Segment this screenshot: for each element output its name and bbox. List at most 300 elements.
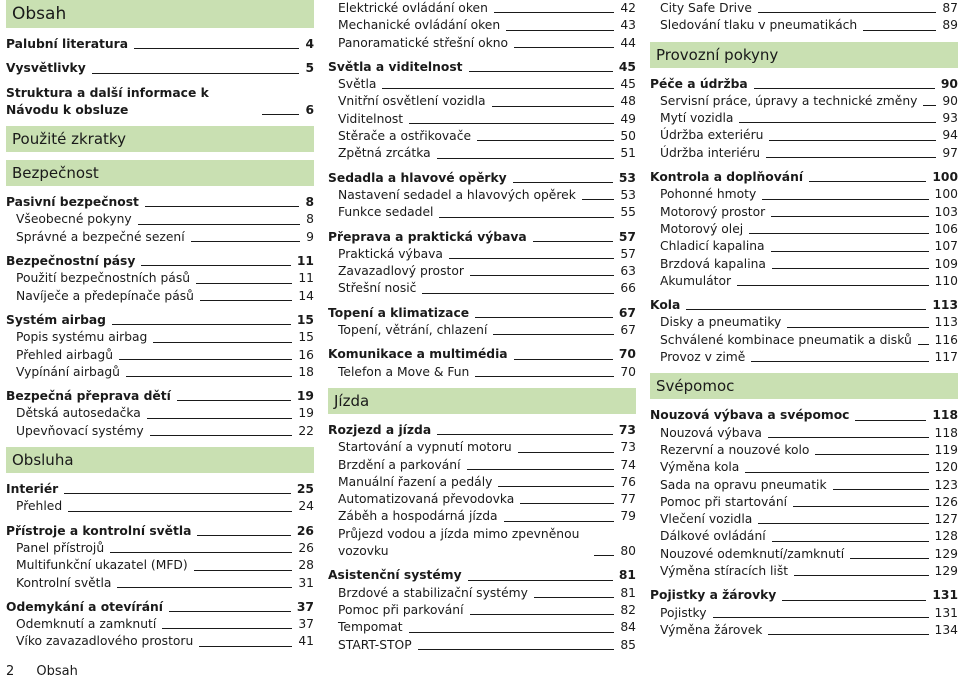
toc-section-entry[interactable] bbox=[328, 229, 636, 246]
toc-subsection-entry[interactable] bbox=[650, 494, 958, 511]
toc-page-number: 19 bbox=[298, 406, 314, 421]
chapter-heading: Svépomoc bbox=[650, 373, 958, 399]
leader-line bbox=[409, 632, 615, 633]
toc-subsection-entry[interactable] bbox=[328, 526, 636, 561]
toc-page-number: 81 bbox=[618, 568, 636, 583]
toc-subsection-entry[interactable] bbox=[650, 273, 958, 290]
toc-entry-title: Správné a bezpečné sezení bbox=[16, 229, 185, 244]
toc-section-entry[interactable] bbox=[328, 567, 636, 584]
toc-entry-title: Pasivní bezpečnost bbox=[6, 195, 139, 210]
toc-subsection-entry[interactable] bbox=[328, 204, 636, 221]
toc-page-number: 94 bbox=[942, 128, 958, 143]
toc-subsection-entry[interactable] bbox=[6, 329, 314, 346]
toc-page-number: 70 bbox=[618, 347, 636, 362]
toc-subsection-entry[interactable] bbox=[650, 93, 958, 110]
toc-page-number: 81 bbox=[620, 585, 636, 600]
toc-page-number: 55 bbox=[620, 205, 636, 220]
toc-entry-title: Údržba interiéru bbox=[660, 145, 761, 160]
toc-page-number: 57 bbox=[620, 246, 636, 261]
toc-entry-title: Panoramatické střešní okno bbox=[338, 35, 509, 50]
toc-subsection-entry[interactable] bbox=[650, 622, 958, 639]
toc-entry-title: Telefon a Move & Fun bbox=[338, 364, 470, 379]
toc-entry-title: Průjezd vodou a jízda mimo zpevněnou vozovku bbox=[338, 526, 580, 559]
spacer bbox=[328, 381, 636, 388]
toc-entry-title: Odemykání a otevírání bbox=[6, 599, 163, 614]
spacer bbox=[328, 560, 636, 567]
toc-page-number: 109 bbox=[934, 256, 958, 271]
toc-entry-title: Motorový prostor bbox=[660, 204, 766, 219]
toc-subsection-entry[interactable] bbox=[328, 602, 636, 619]
toc-entry-title: Provoz v zimě bbox=[660, 350, 746, 365]
leader-line bbox=[518, 452, 615, 453]
toc-entry-title: Praktická výbava bbox=[338, 246, 443, 261]
spacer bbox=[6, 381, 314, 388]
footer-section-title: Obsah bbox=[36, 664, 78, 679]
toc-section-entry[interactable] bbox=[650, 169, 958, 186]
toc-subsection-entry[interactable] bbox=[650, 145, 958, 162]
toc-subsection-entry[interactable] bbox=[650, 459, 958, 476]
toc-subsection-entry[interactable] bbox=[650, 186, 958, 203]
leader-line bbox=[177, 400, 291, 401]
chapter-heading: Použité zkratky bbox=[6, 126, 314, 152]
toc-entry-title: Brzdové a stabilizační systémy bbox=[338, 585, 528, 600]
toc-page-number: 49 bbox=[620, 111, 636, 126]
toc-subsection-entry[interactable] bbox=[6, 229, 314, 246]
toc-page-number: 120 bbox=[934, 460, 958, 475]
toc-entry-title: Kola bbox=[650, 298, 681, 313]
toc-entry-title: Viditelnost bbox=[338, 111, 404, 126]
toc-section-entry[interactable] bbox=[6, 60, 314, 77]
toc-subsection-entry[interactable] bbox=[650, 605, 958, 622]
toc-entry-title: Péče a údržba bbox=[650, 76, 748, 91]
toc-page-number: 26 bbox=[296, 523, 314, 538]
toc-subsection-entry[interactable] bbox=[650, 563, 958, 580]
toc-subsection-entry[interactable] bbox=[650, 127, 958, 144]
toc-subsection-entry[interactable] bbox=[650, 314, 958, 331]
leader-line bbox=[162, 628, 292, 629]
toc-subsection-entry[interactable] bbox=[328, 457, 636, 474]
toc-section-entry[interactable] bbox=[6, 599, 314, 616]
leader-line bbox=[758, 523, 928, 524]
leader-line bbox=[138, 224, 301, 225]
toc-entry-title: Pomoc při startování bbox=[660, 494, 788, 509]
toc-subsection-entry[interactable] bbox=[650, 546, 958, 563]
toc-page-number: 42 bbox=[620, 1, 636, 15]
leader-line bbox=[504, 521, 615, 522]
toc-page-number: 113 bbox=[934, 315, 958, 330]
toc-entry-title: Chladicí kapalina bbox=[660, 239, 765, 254]
spacer bbox=[650, 35, 958, 42]
toc-entry-title: Vlečení vozidla bbox=[660, 512, 753, 527]
toc-entry-title: Pojistky bbox=[660, 605, 707, 620]
toc-page-number: 9 bbox=[306, 229, 314, 244]
spacer bbox=[6, 119, 314, 126]
leader-line bbox=[520, 503, 614, 504]
toc-entry-title: Přístroje a kontrolní světla bbox=[6, 523, 192, 538]
leader-line bbox=[787, 327, 928, 328]
toc-subsection-entry[interactable] bbox=[650, 221, 958, 238]
leader-line bbox=[739, 122, 936, 123]
toc-page-number: 50 bbox=[620, 129, 636, 144]
toc-page-number: 6 bbox=[305, 102, 314, 117]
toc-subsection-entry[interactable] bbox=[6, 423, 314, 440]
leader-line bbox=[117, 587, 292, 588]
spacer bbox=[6, 440, 314, 447]
toc-page-number: 100 bbox=[934, 187, 958, 202]
toc-entry-title: Akumulátor bbox=[660, 273, 732, 288]
toc-subsection-entry[interactable] bbox=[328, 585, 636, 602]
leader-line bbox=[863, 30, 936, 31]
toc-page-number: 118 bbox=[934, 425, 958, 440]
toc-entry-title: Údržba exteriéru bbox=[660, 128, 764, 143]
toc-section-entry[interactable] bbox=[328, 422, 636, 439]
toc-subsection-entry[interactable] bbox=[6, 616, 314, 633]
toc-section-entry[interactable] bbox=[650, 297, 958, 314]
toc-page-number: 37 bbox=[296, 599, 314, 614]
toc-subsection-entry[interactable] bbox=[650, 204, 958, 221]
toc-page-number: 82 bbox=[620, 602, 636, 617]
toc-subsection-entry[interactable] bbox=[6, 270, 314, 287]
toc-page-number: 67 bbox=[618, 305, 636, 320]
leader-line bbox=[437, 158, 615, 159]
toc-subsection-entry[interactable] bbox=[6, 498, 314, 515]
leader-line bbox=[769, 140, 936, 141]
toc-entry-title: Nastavení sedadel a hlavových opěrek bbox=[338, 187, 576, 202]
leader-line bbox=[112, 324, 291, 325]
toc-subsection-entry[interactable] bbox=[328, 246, 636, 263]
toc-entry-title: Manuální řazení a pedály bbox=[338, 474, 493, 489]
toc-entry-title: Světla a viditelnost bbox=[328, 59, 463, 74]
spacer bbox=[328, 222, 636, 229]
leader-line bbox=[110, 552, 292, 553]
toc-entry-title: Všeobecné pokyny bbox=[16, 212, 132, 227]
leader-line bbox=[506, 30, 614, 31]
leader-line bbox=[437, 434, 613, 435]
leader-line bbox=[262, 114, 299, 115]
spacer bbox=[6, 246, 314, 253]
toc-page-number: 134 bbox=[934, 622, 958, 637]
toc-subsection-entry[interactable] bbox=[328, 280, 636, 297]
toc-subsection-entry[interactable] bbox=[650, 442, 958, 459]
toc-subsection-entry[interactable] bbox=[6, 347, 314, 364]
toc-entry-title: Elektrické ovládání oken bbox=[338, 1, 488, 15]
toc-section-entry[interactable] bbox=[328, 59, 636, 76]
toc-section-entry[interactable] bbox=[650, 407, 958, 424]
toc-entry-title: Brzdění a parkování bbox=[338, 457, 461, 472]
toc-entry-title: Přehled bbox=[16, 499, 63, 514]
toc-page-number: 5 bbox=[305, 61, 314, 76]
toc-entry-title: Přeprava a praktická výbava bbox=[328, 229, 527, 244]
leader-line bbox=[475, 376, 614, 377]
spacer bbox=[328, 52, 636, 59]
toc-entry-title: Upevňovací systémy bbox=[16, 423, 144, 438]
leader-line bbox=[514, 359, 613, 360]
toc-subsection-entry[interactable] bbox=[328, 128, 636, 145]
toc-column-1 bbox=[6, 0, 314, 651]
toc-subsection-entry[interactable] bbox=[6, 211, 314, 228]
toc-page-number: 126 bbox=[934, 494, 958, 509]
toc-subsection-entry[interactable] bbox=[650, 349, 958, 366]
toc-section-entry[interactable] bbox=[6, 388, 314, 405]
leader-line bbox=[196, 283, 292, 284]
toc-section-entry[interactable] bbox=[328, 346, 636, 363]
toc-subsection-entry[interactable] bbox=[328, 0, 636, 17]
leader-line bbox=[134, 48, 299, 49]
toc-entry-title: Palubní literatura bbox=[6, 37, 129, 51]
toc-subsection-entry[interactable] bbox=[650, 238, 958, 255]
toc-page-number: 66 bbox=[620, 281, 636, 296]
leader-line bbox=[758, 12, 936, 13]
toc-entry-title: Motorový olej bbox=[660, 221, 744, 236]
spacer bbox=[6, 53, 314, 60]
toc-section-entry[interactable] bbox=[6, 85, 314, 120]
toc-page-number: 26 bbox=[298, 540, 314, 555]
chapter-heading: Obsah bbox=[6, 0, 314, 28]
toc-subsection-entry[interactable] bbox=[6, 405, 314, 422]
leader-line bbox=[382, 88, 614, 89]
leader-line bbox=[771, 216, 928, 217]
leader-line bbox=[126, 376, 292, 377]
toc-section-entry[interactable] bbox=[6, 36, 314, 53]
toc-page-number: 44 bbox=[620, 35, 636, 50]
toc-subsection-entry[interactable] bbox=[650, 477, 958, 494]
spacer bbox=[650, 580, 958, 587]
toc-subsection-entry[interactable] bbox=[328, 508, 636, 525]
toc-entry-title: Rezervní a nouzové kolo bbox=[660, 442, 810, 457]
toc-subsection-entry[interactable] bbox=[650, 332, 958, 349]
spacer bbox=[650, 366, 958, 373]
leader-line bbox=[850, 558, 928, 559]
toc-entry-title: Vysvětlivky bbox=[6, 61, 86, 76]
leader-line bbox=[766, 157, 936, 158]
toc-subsection-entry[interactable] bbox=[650, 17, 958, 34]
toc-entry-title: Popis systému airbag bbox=[16, 330, 148, 345]
toc-page-number: 87 bbox=[942, 1, 958, 15]
toc-page-number: 113 bbox=[932, 298, 958, 313]
leader-line bbox=[494, 12, 614, 13]
toc-page-number: 110 bbox=[934, 273, 958, 288]
leader-line bbox=[439, 217, 614, 218]
leader-line bbox=[64, 493, 291, 494]
toc-entry-title: Startování a vypnutí motoru bbox=[338, 440, 512, 455]
toc-entry-title: Výměna kola bbox=[660, 460, 740, 475]
toc-subsection-entry[interactable] bbox=[328, 187, 636, 204]
toc-entry-title: Asistenční systémy bbox=[328, 568, 462, 583]
toc-entry-title: Navíječe a předepínače pásů bbox=[16, 288, 194, 303]
leader-line bbox=[772, 268, 929, 269]
toc-page-number: 43 bbox=[620, 18, 636, 33]
toc-entry-title: Nouzové odemknutí/zamknutí bbox=[660, 546, 845, 561]
toc-subsection-entry[interactable] bbox=[328, 111, 636, 128]
toc-page-number: 79 bbox=[620, 509, 636, 524]
leader-line bbox=[582, 199, 615, 200]
toc-entry-title: Topení, větrání, chlazení bbox=[338, 323, 488, 338]
toc-subsection-entry[interactable] bbox=[328, 364, 636, 381]
leader-line bbox=[737, 285, 928, 286]
toc-page-number: 25 bbox=[296, 482, 314, 497]
toc-entry-title: Funkce sedadel bbox=[338, 205, 434, 220]
toc-page-number: 4 bbox=[305, 37, 314, 51]
toc-section-entry[interactable] bbox=[6, 253, 314, 270]
toc-subsection-entry[interactable] bbox=[328, 619, 636, 636]
leader-line bbox=[493, 334, 614, 335]
toc-page-number: 70 bbox=[620, 364, 636, 379]
toc-subsection-entry[interactable] bbox=[650, 256, 958, 273]
toc-page-number: 131 bbox=[934, 605, 958, 620]
toc-subsection-entry[interactable] bbox=[328, 474, 636, 491]
toc-subsection-entry[interactable] bbox=[650, 0, 958, 17]
toc-page-number: 90 bbox=[942, 93, 958, 108]
toc-page-number: 19 bbox=[296, 389, 314, 404]
toc-entry-title: Tempomat bbox=[338, 620, 403, 635]
spacer bbox=[6, 78, 314, 85]
toc-entry-title: Vypínání airbagů bbox=[16, 364, 120, 379]
toc-entry-title: Víko zavazadlového prostoru bbox=[16, 634, 194, 649]
toc-section-entry[interactable] bbox=[328, 305, 636, 322]
leader-line bbox=[409, 123, 614, 124]
spacer bbox=[650, 290, 958, 297]
toc-page-number: 76 bbox=[620, 474, 636, 489]
toc-entry-title: Kontrolní světla bbox=[16, 575, 112, 590]
leader-line bbox=[147, 418, 293, 419]
toc-subsection-entry[interactable] bbox=[650, 511, 958, 528]
toc-subsection-entry[interactable] bbox=[328, 93, 636, 110]
toc-page-number: 129 bbox=[934, 546, 958, 561]
leader-line bbox=[533, 241, 613, 242]
toc-page-number: 37 bbox=[298, 617, 314, 632]
chapter-heading: Bezpečnost bbox=[6, 160, 314, 186]
toc-entry-title: Kontrola a doplňování bbox=[650, 170, 804, 185]
toc-subsection-entry[interactable] bbox=[328, 35, 636, 52]
toc-page-number: 106 bbox=[934, 221, 958, 236]
leader-line bbox=[534, 597, 614, 598]
toc-section-entry[interactable] bbox=[6, 523, 314, 540]
leader-line bbox=[422, 293, 614, 294]
toc-page-number: 51 bbox=[620, 146, 636, 161]
leader-line bbox=[467, 469, 615, 470]
toc-page-number: 103 bbox=[934, 204, 958, 219]
leader-line bbox=[686, 309, 926, 310]
toc-subsection-entry[interactable] bbox=[328, 491, 636, 508]
leader-line bbox=[771, 251, 929, 252]
toc-subsection-entry[interactable] bbox=[6, 364, 314, 381]
leader-line bbox=[751, 361, 928, 362]
toc-section-entry[interactable] bbox=[650, 587, 958, 604]
toc-entry-title: Výměna stíracích lišt bbox=[660, 564, 789, 579]
toc-section-entry[interactable] bbox=[650, 76, 958, 93]
toc-page-number: 128 bbox=[934, 529, 958, 544]
toc-page-number: 131 bbox=[932, 588, 958, 603]
toc-subsection-entry[interactable] bbox=[328, 637, 636, 654]
toc-subsection-entry[interactable] bbox=[6, 540, 314, 557]
toc-entry-title: Použití bezpečnostních pásů bbox=[16, 271, 191, 286]
leader-line bbox=[513, 182, 613, 183]
toc-page-number: 53 bbox=[618, 170, 636, 185]
toc-subsection-entry[interactable] bbox=[6, 288, 314, 305]
toc-entry-title: Bezpečnostní pásy bbox=[6, 254, 136, 269]
toc-entry-title: Nouzová výbava bbox=[660, 425, 762, 440]
leader-line bbox=[145, 206, 300, 207]
spacer bbox=[6, 516, 314, 523]
toc-entry-title: Sledování tlaku v pneumatikách bbox=[660, 18, 858, 33]
toc-section-entry[interactable] bbox=[328, 170, 636, 187]
leader-line bbox=[470, 275, 614, 276]
leader-line bbox=[772, 541, 929, 542]
toc-page-number: 118 bbox=[932, 408, 958, 423]
toc-subsection-entry[interactable] bbox=[6, 575, 314, 592]
toc-entry-title: Mytí vozidla bbox=[660, 111, 734, 126]
toc-subsection-entry[interactable] bbox=[650, 528, 958, 545]
toc-entry-title: Multifunkční ukazatel (MFD) bbox=[16, 558, 188, 573]
toc-section-entry[interactable] bbox=[6, 312, 314, 329]
page-number: 2 bbox=[6, 664, 15, 679]
leader-line bbox=[713, 617, 929, 618]
toc-subsection-entry[interactable] bbox=[328, 17, 636, 34]
leader-line bbox=[119, 359, 292, 360]
toc-page-number: 24 bbox=[298, 499, 314, 514]
toc-subsection-entry[interactable] bbox=[328, 263, 636, 280]
leader-line bbox=[475, 317, 613, 318]
toc-column-2 bbox=[328, 0, 636, 654]
toc-subsection-entry[interactable] bbox=[650, 110, 958, 127]
toc-page-number: 123 bbox=[934, 477, 958, 492]
toc-page-number: 74 bbox=[620, 457, 636, 472]
toc-page-number: 28 bbox=[298, 558, 314, 573]
toc-page-number: 31 bbox=[298, 575, 314, 590]
toc-page-number: 48 bbox=[620, 94, 636, 109]
toc-entry-title: Topení a klimatizace bbox=[328, 305, 470, 320]
toc-subsection-entry[interactable] bbox=[650, 425, 958, 442]
leader-line bbox=[470, 614, 615, 615]
leader-line bbox=[594, 555, 614, 556]
toc-page-number: 15 bbox=[298, 330, 314, 345]
toc-page-number: 127 bbox=[934, 512, 958, 527]
leader-line bbox=[492, 106, 615, 107]
toc-page-number: 11 bbox=[298, 271, 314, 286]
toc-entry-title: Výměna žárovek bbox=[660, 622, 763, 637]
toc-entry-title: Stěrače a ostřikovače bbox=[338, 129, 472, 144]
toc-entry-title: Světla bbox=[338, 77, 377, 92]
toc-entry-title: Sedadla a hlavové opěrky bbox=[328, 170, 507, 185]
toc-entry-title: Dálkové ovládání bbox=[660, 529, 766, 544]
leader-line bbox=[197, 535, 290, 536]
toc-entry-title: City Safe Drive bbox=[660, 1, 752, 15]
toc-entry-title: Pomoc při parkování bbox=[338, 602, 464, 617]
toc-entry-title: Panel přístrojů bbox=[16, 540, 105, 555]
toc-entry-title: Automatizovaná převodovka bbox=[338, 492, 515, 507]
toc-entry-title: Schválené kombinace pneumatik a disků bbox=[660, 332, 912, 347]
toc-entry-title: Záběh a hospodárná jízda bbox=[338, 509, 498, 524]
toc-subsection-entry[interactable] bbox=[328, 322, 636, 339]
leader-line bbox=[923, 105, 936, 106]
toc-subsection-entry[interactable] bbox=[328, 439, 636, 456]
toc-subsection-entry[interactable] bbox=[6, 633, 314, 650]
toc-section-entry[interactable] bbox=[6, 194, 314, 211]
toc-subsection-entry[interactable] bbox=[328, 145, 636, 162]
toc-entry-title: Střešní nosič bbox=[338, 281, 417, 296]
leader-line bbox=[153, 342, 292, 343]
leader-line bbox=[514, 47, 614, 48]
toc-subsection-entry[interactable] bbox=[328, 76, 636, 93]
toc-page-number: 85 bbox=[620, 637, 636, 652]
toc-entry-title: Odemknutí a zamknutí bbox=[16, 617, 157, 632]
spacer bbox=[6, 305, 314, 312]
toc-section-entry[interactable] bbox=[6, 481, 314, 498]
toc-subsection-entry[interactable] bbox=[6, 557, 314, 574]
leader-line bbox=[833, 489, 929, 490]
toc-page-number: 11 bbox=[296, 254, 314, 269]
leader-line bbox=[68, 511, 292, 512]
